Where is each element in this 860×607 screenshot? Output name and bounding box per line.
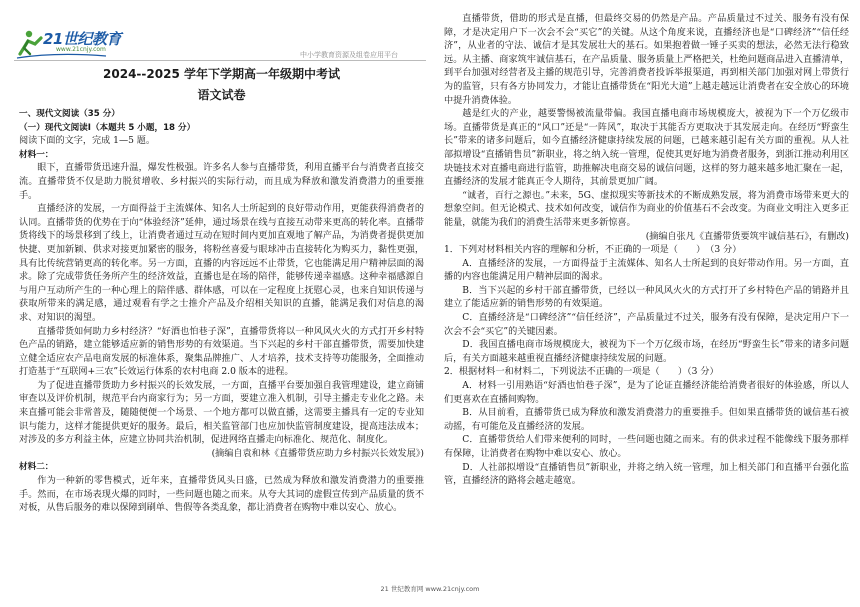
question-option: A．材料一引用熟语“好酒也怕巷子深”，是为了论证直播经济能给消费者很好的体验感，所以人们更喜欢在直播间购物。 <box>444 381 849 405</box>
paragraph: 直播带货，借助的形式是直播，但最终交易的仍然是产品。产品质量过不过关、服务有没有保障，才是决定用户下一次会不会“买它”的关键。从这个角度来说，直播经济也是“口碑经济”“信任经济”，从业者的守法、诚信才是其发展壮大的基石。如果抱着做一锤子买卖的想法，必然无法行稳致远。从主播、商家筑牢诚信基石，在产品质量、服务质量上严格把关，杜绝问题商品进入直播清单，到平台加强对经营者及主播的规范引导，完善消费者投诉举报渠道，再到相关部门加强对网上带货行为的监管，只有各方协同发力，才能让直播带货在“阳光大道”上越走越远让消费者在安全放心的环境中提升消费体验。 <box>444 14 849 106</box>
question-option: D．我国直播电商市场规模庞大，被视为下一个万亿级市场，在经历“野蛮生长”带来的诸多问题后，有关方面越来越重视直播经济健康持续发展的问题。 <box>444 340 849 364</box>
material-label: 材料二： <box>19 462 54 473</box>
exam-title: 2024--2025 学年下学期高一年级期中考试 <box>103 67 340 81</box>
question-option: A．直播经济的发展，一方面得益于主流媒体、知名人士所起到的良好带动作用。另一方面，直播的内容也能满足用户精神层面的渴求。 <box>444 258 849 283</box>
source-citation: (摘编自张凡《直播带货要筑牢诚信基石》，有删改) <box>645 231 849 242</box>
subsection-heading: （一）现代文阅读Ⅰ（本题共 5 小题，18 分） <box>19 122 196 133</box>
instruction: 阅读下面的文字，完成 1—5 题。 <box>19 136 156 147</box>
paragraph: 为了促进直播带货助力乡村振兴的长效发展，一方面，直播平台要加强自我管理建设，建立商铺审查以及评价机制，规范平台内商家行为；另一方面，要建立准入机制，引导主播走专业化之路。未来直播可能会非常普及，随随便便一个场景、一个地方都可以做直播，这需要主播具有一定的专业知识与能力，这样才能提供更好的服务。最后，相关监管部门也应加快监管制度建设，提高违法成本；对涉及的多方利益主体，应建立协同共治机制，促进网络直播走向标准化、规范化、制度化。 <box>19 380 424 446</box>
question-option: B．从目前看，直播带货已成为释放和激发消费潜力的重要推手。但如果直播带货的诚信基石被动摇，有可能危及直播经济的发展。 <box>444 408 849 432</box>
question: 1．下列对材料相关内容的理解和分析，不正确的一项是（ ） （3 分） <box>444 245 742 256</box>
paragraph: 眼下，直播带货迅速升温，爆发性极强。许多名人参与直播带货，利用直播平台与消费者直接交流。直播带货不仅是助力脱贫增收、乡村振兴的实际行动，而且成为释放和激发消费潜力的重要推手。 <box>19 163 424 201</box>
paragraph: 越是红火的产业，越要警惕被流量带偏。我国直播电商市场规模庞大，被视为下一个万亿级市场。直播带货是真正的“风口”还是“一阵风”，取决于其能否方更取决于其发展走向。在经历“野蛮生长”带来的诸多问题后，如今直播经济健康持续发展的问题，已越来越引起有关方面的重视。从人社部拟增设“直播销售员”新职业，将之纳入统一管理，促使其更好地为消费者服务，到浙江推动利用区块链技术对直播电商进行监管，助推解决电商交易的诚信问题，这样的努力越来越多地汇聚在一起，直播经济的发展才能真正令人期待，其前景更加广阔。 <box>444 109 849 188</box>
question: 2．根据材料一和材料二，下列说法不正确的一项是（ ）（3 分） <box>444 367 719 378</box>
page-footer: 21 世纪教育网 www.21cnjy.com <box>380 585 480 593</box>
paragraph: 作为一种新的零售模式，近年来，直播带货风头日盛，已然成为释放和激发消费潜力的重要推手。然而，在市场表现火爆的同时，一些问题也随之而来。从夸大其词的虚假宣传到产品质量的货不对板，从售后服务的难以保障到刷单、售假等各类乱象，都让消费者在购物中难以安心、放心。 <box>19 476 424 514</box>
header-divider <box>14 60 426 61</box>
brand-name: 21世纪教育 <box>43 30 121 48</box>
brand-url: www.21cnjy.com <box>56 46 106 53</box>
source-citation: (摘编自袁和林《直播带货应助力乡村振兴长效发展》) <box>211 448 424 459</box>
right-column <box>444 13 849 489</box>
subject-title: 语文试卷 <box>197 88 246 102</box>
question-option: B．当下兴起的乡村干部直播带货，已经以一种风风火火的方式打开了乡村特色产品的销路并且建立了能适应新的销售形势的有效渠道。 <box>444 285 849 310</box>
platform-tagline: 中小学教育资源及组卷应用平台 <box>300 51 398 59</box>
paragraph: “诚者，百行之源也。”未来，5G、虚拟现实等新技术的不断成熟发展，将为消费市场带来更大的想象空间。但无论模式、技术如何改变，诚信作为商业的价值基石不会改变。为商业文明注入更多正能量，就能为我们的消费生活带来更多新惊喜。 <box>444 190 849 228</box>
question-option: C．直播经济是“口碑经济”“信任经济”，产品质量过不过关，服务有没有保障，是决定用户下一次会不会“买它”的关键因素。 <box>444 313 849 337</box>
paragraph: 直播经济的发展，一方面得益于主流媒体、知名人士所起到的良好带动作用，更能获得消费者的认同。直播带货的优势在于向“体验经济”延伸，通过场景在线与直接互动带来更高的转化率。直播带货将线下的场景移到了线上，让消费者通过互动在短时间内更加直观地了解产品，为消费者提供更加快捷、更加新颖、供求对接更加紧密的服务，将粉丝喜爱与眼球冲击直接转化为购买力，黏性更强，具有比传统营销更高的转化率。另一方面，直播的内容远远不止带货，它也能满足用户精神层面的渴求。除了完成带货任务所产生的经济效益，直播也是在场的陪伴，能够传递幸福感。这种幸福感源自与用户互动所产生的一种心理上的陪伴感、群体感，可以在一定程度上抚慰心灵，也来自知识传递与获取所带来的满足感，通过观看有学之士推介产品及介绍相关知识的直播，能满足我们对信息的渴求、对知识的渴望。 <box>19 204 424 323</box>
question-option: D．人社部拟增设“直播销售员”新职业，并将之纳入统一管理，加上相关部门和直播平台强化监管，直播经济的路将会越走越宽。 <box>444 462 849 487</box>
section-heading: 一、现代文阅读（35 分） <box>19 109 120 119</box>
paragraph: 直播带货如何助力乡村经济？“好酒也怕巷子深”，直播带货将以一种风风火火的方式打开乡村特色产品的销路，建立能够适应新的销售形势的有效渠道。当下兴起的乡村干部直播带货，需要加快建立健全适应农产品电商发展的标准体系，聚集品牌推广、人才培养，技术支持等功能服务，全面推动打造基于“互联网+三农”长效运行体系的农村电商 2.0 版本的进程。 <box>19 326 424 378</box>
material-label: 材料一： <box>19 149 54 160</box>
question-option: C．直播带货给人们带来便利的同时，一些问题也随之而来。有的供求过程不能像线下服务那样有保障，让消费者在购物中难以安心、放心。 <box>444 435 849 459</box>
left-column <box>19 67 424 516</box>
